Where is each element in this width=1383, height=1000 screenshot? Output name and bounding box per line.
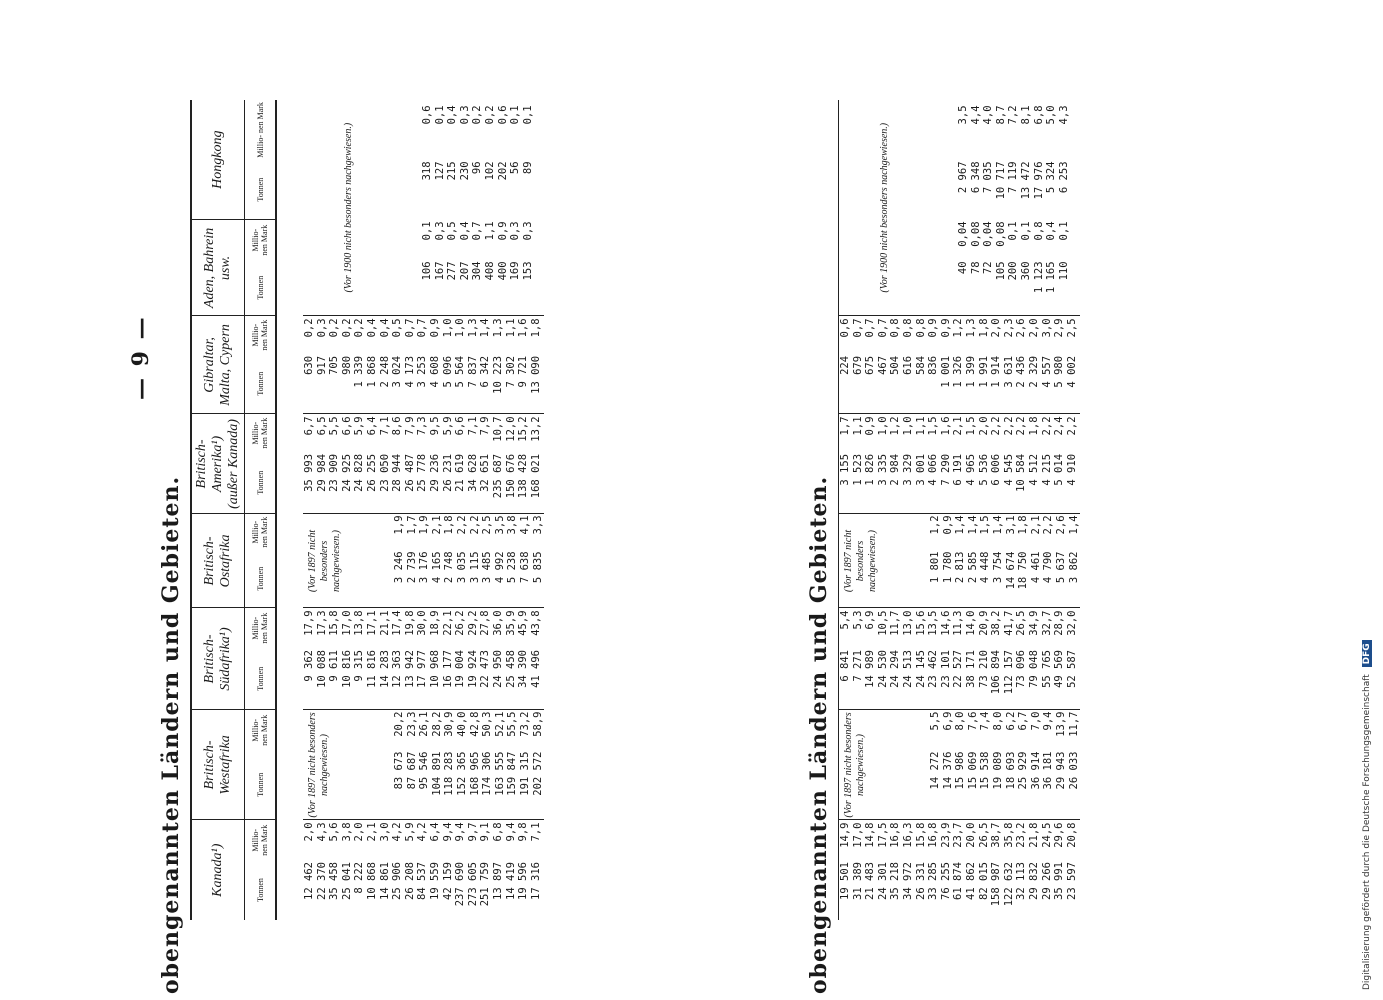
unit-tonnen: Tonnen (245, 750, 277, 820)
westafrika-cell (839, 710, 1081, 820)
westafrika-tonnen: 14 272 14 376 15 986 15 069 15 538 19 089 18 693 25 929 36 914 36 181 29 943 26 033 (929, 751, 1080, 790)
table-row (839, 100, 1081, 920)
hongkong-millionen: 3,5 4,4 4,0 8,7 7,2 8,1 6,8 5,0 4,3 (957, 105, 1070, 125)
unit-millionen: Millio- nen Mark (245, 514, 277, 550)
column-ostafrika: Britisch-Ostafrika (191, 514, 245, 608)
kanada-tonnen: 12 462 22 370 35 458 25 041 8 222 10 868 14 861 25 906 26 208 84 537 19 559 42 159 237 690 273 605 251 759 13 897 14 419 19 596 17 316 (303, 862, 542, 907)
ostafrika-note: (Vor 1897 nicht besonders nachgewiesen.) (307, 529, 342, 593)
column-kanada: Kanada¹) (191, 820, 245, 920)
westafrika-millionen: 5,5 6,9 8,0 7,6 7,4 8,0 6,2 6,7 7,0 9,4 13,9 11,7 (929, 711, 1080, 737)
ostafrika-millionen: 1,2 0,9 1,4 1,4 1,5 1,4 3,1 1,8 2,1 2,2 2,6 1,4 (929, 515, 1080, 535)
westafrika-millionen: 20,2 23,3 26,1 28,2 30,9 40,0 42,8 50,3 52,1 55,5 73,2 58,9 (393, 711, 544, 737)
section-heading: obengenannten Ländern und Gebieten. (158, 475, 184, 994)
westafrika-tonnen: 83 673 87 687 95 546 104 891 118 283 152 365 168 965 174 306 163 555 159 847 191 315 202 572 (393, 751, 544, 796)
ostafrika-values (929, 514, 1080, 607)
column-gibraltar: Gibraltar, Malta, Cypern (191, 316, 245, 414)
page-number: — 9 — (128, 315, 154, 400)
hongkong-tonnen: 2 967 6 348 7 035 10 717 7 119 13 472 17 976 5 324 6 253 (957, 161, 1070, 200)
unit-millionen: Millio- nen Mark (245, 710, 277, 750)
aden-hongkong-values (421, 100, 534, 316)
ostafrika-tonnen: 3 246 2 739 3 176 4 165 2 748 3 035 3 115 3 485 4 992 5 238 7 638 5 835 (393, 551, 544, 584)
aden-millionen: 0,04 0,08 0,04 0,08 0,1 0,1 0,8 0,4 0,1 (957, 221, 1070, 247)
column-amerika: Britisch-Amerika¹) (außer Kanada) (191, 414, 245, 514)
ostafrika-cell (839, 514, 1081, 608)
hongkong-tonnen: 318 127 215 230 96 102 202 56 89 (421, 161, 534, 181)
aden-millionen: 0,1 0,3 0,5 0,4 0,7 1,1 0,9 0,3 0,3 (421, 221, 534, 241)
ostafrika-note: (Vor 1897 nicht besonders nachgewiesen.) (843, 529, 878, 593)
westafrika-values (393, 710, 544, 819)
amerika-tonnen: 3 155 1 523 1 826 3 335 2 984 3 329 3 001 4 066 7 290 6 191 4 965 5 536 6 006 4 545 10 584 4 512 4 215 5 014 4 910 (839, 452, 1081, 514)
aden-tonnen: 40 78 72 105 200 360 1 123 1 165 110 (957, 261, 1070, 294)
ostafrika-tonnen: 1 801 1 780 2 813 2 585 4 448 3 754 14 674 18 750 4 461 4 790 5 637 3 862 (929, 551, 1080, 590)
unit-tonnen: Tonnen (245, 260, 277, 316)
aden-hongkong-cell (839, 100, 1081, 316)
unit-tonnen: Tonnen (245, 648, 277, 710)
unit-tonnen: Tonnen (245, 160, 277, 220)
section-heading: obengenannten Ländern und Gebieten. (806, 475, 832, 994)
unit-tonnen: Tonnen (245, 354, 277, 414)
ostafrika-values (393, 514, 544, 607)
dfg-logo: DFG (1362, 640, 1372, 667)
heading-row-top (276, 100, 303, 920)
unit-tonnen: Tonnen (245, 550, 277, 608)
unit-millionen: Millio- nen Mark (245, 220, 277, 260)
kanada-millionen: 14,9 17,0 14,8 17,5 16,8 16,3 15,8 16,8 23,9 23,7 20,0 26,5 38,7 35,8 23,2 21,8 24,5 29,6 20,8 (839, 820, 1081, 860)
aden-hongkong-values (957, 100, 1070, 316)
column-suedafrika: Britisch-Südafrika¹) (191, 608, 245, 710)
digitization-note: Digitalisierung gefördert durch die Deutsche Forschungsgemeinschaft (1362, 674, 1372, 990)
suedafrika-millionen: 17,9 17,3 15,8 17,0 13,8 17,1 21,1 17,4 19,8 30,0 18,9 22,1 26,2 29,2 27,8 36,0 35,9 45,9 43,8 (303, 610, 542, 636)
westafrika-values (929, 710, 1080, 819)
westafrika-cell (303, 710, 544, 820)
suedafrika-tonnen: 6 841 7 271 14 989 24 530 24 294 24 513 24 145 23 462 23 101 22 527 38 171 73 210 106 894 112 157 73 096 79 048 55 765 49 569 52 587 (839, 648, 1081, 710)
unit-tonnen: Tonnen (245, 452, 277, 514)
amerika-millionen: 6,7 6,5 5,5 6,6 5,9 6,4 7,1 8,6 7,9 7,3 9,5 5,9 6,6 7,1 7,9 10,7 12,0 15,2 13,2 (303, 416, 542, 442)
aden-hongkong-cell (303, 100, 544, 316)
unit-millionen: Millio- nen Mark (245, 100, 277, 160)
data-table-bottom (838, 100, 1080, 920)
hongkong-millionen: 0,6 0,1 0,4 0,3 0,2 0,2 0,6 0,1 0,1 (421, 105, 534, 125)
column-westafrika: Britisch-Westafrika (191, 710, 245, 820)
westafrika-note: (Vor 1897 nicht besonders nachgewiesen.) (307, 712, 330, 818)
data-table-top (190, 100, 544, 920)
table-row (303, 100, 544, 920)
amerika-millionen: 1,7 1,1 0,9 1,0 1,2 1,0 1,1 1,5 1,6 2,1 1,5 2,0 2,2 2,2 2,2 1,8 2,2 2,4 2,2 (839, 414, 1081, 452)
gibraltar-millionen: 0,2 0,3 0,2 0,2 0,2 0,4 0,4 0,5 0,7 0,7 0,9 1,0 1,0 1,3 1,4 1,3 1,1 1,6 1,8 (303, 318, 542, 338)
suedafrika-tonnen: 9 362 10 088 9 611 10 816 9 315 11 816 14 283 12 363 13 942 17 977 10 968 16 177 19 004 19 924 22 473 24 950 25 458 34 390 41 496 (303, 648, 544, 710)
column-aden: Aden, Bahrein usw. (191, 220, 245, 316)
kanada-millionen: 2,0 4,3 5,6 3,8 2,0 2,1 3,0 4,2 5,9 4,2 6,4 9,4 9,4 9,7 9,1 6,8 9,4 9,8 7,1 (303, 822, 542, 842)
aden-hongkong-note: (Vor 1900 nicht besonders nachgewiesen.) (343, 122, 354, 293)
suedafrika-millionen: 5,4 5,3 6,9 10,5 11,7 13,0 15,6 13,5 14,6 11,3 14,0 20,9 38,2 41,7 26,5 34,9 32,7 28,9 32,0 (839, 608, 1081, 648)
aden-hongkong-note: (Vor 1900 nicht besonders nachgewiesen.) (879, 122, 890, 293)
unit-millionen: Millio- nen Mark (245, 316, 277, 354)
westafrika-note: (Vor 1897 nicht besonders nachgewiesen.) (843, 712, 866, 818)
gibraltar-tonnen: 630 917 705 980 1 339 1 868 2 248 3 024 4 173 3 253 4 608 5 096 5 564 7 837 6 342 10 223 7 302 9 721 13 090 (303, 354, 544, 414)
unit-millionen: Millio- nen Mark (245, 414, 277, 452)
digitization-credit (1362, 0, 1372, 990)
gibraltar-millionen: 0,6 0,7 0,7 0,7 0,8 0,8 0,8 0,9 0,9 1,2 1,3 1,8 2,0 2,3 2,6 2,0 3,0 2,9 2,5 (839, 316, 1081, 354)
kanada-tonnen: 19 501 31 389 21 483 24 301 35 218 34 972 26 331 33 285 76 255 61 874 41 862 82 015 158 987 122 632 32 113 29 832 29 266 35 991 23 597 (839, 860, 1081, 920)
column-hongkong: Hongkong (191, 100, 245, 220)
ostafrika-millionen: 1,9 1,7 1,9 2,1 1,8 2,2 2,2 2,5 3,5 3,8 4,1 3,3 (393, 515, 544, 535)
aden-tonnen: 106 167 277 207 304 408 400 169 153 (421, 261, 534, 281)
unit-millionen: Millio- nen Mark (245, 820, 277, 860)
gibraltar-tonnen: 224 679 675 467 504 616 584 836 1 001 1 326 1 399 1 991 1 914 3 631 2 436 2 329 4 557 5 980 4 002 (839, 354, 1081, 414)
ostafrika-cell (303, 514, 544, 608)
unit-tonnen: Tonnen (245, 860, 277, 920)
amerika-tonnen: 35 993 29 984 23 909 24 925 24 828 26 255 23 050 28 944 26 487 25 778 29 236 26 231 21 619 34 628 32 651 235 687 150 676 138 428 168 021 (303, 452, 544, 514)
unit-millionen: Millio- nen Mark (245, 608, 277, 648)
